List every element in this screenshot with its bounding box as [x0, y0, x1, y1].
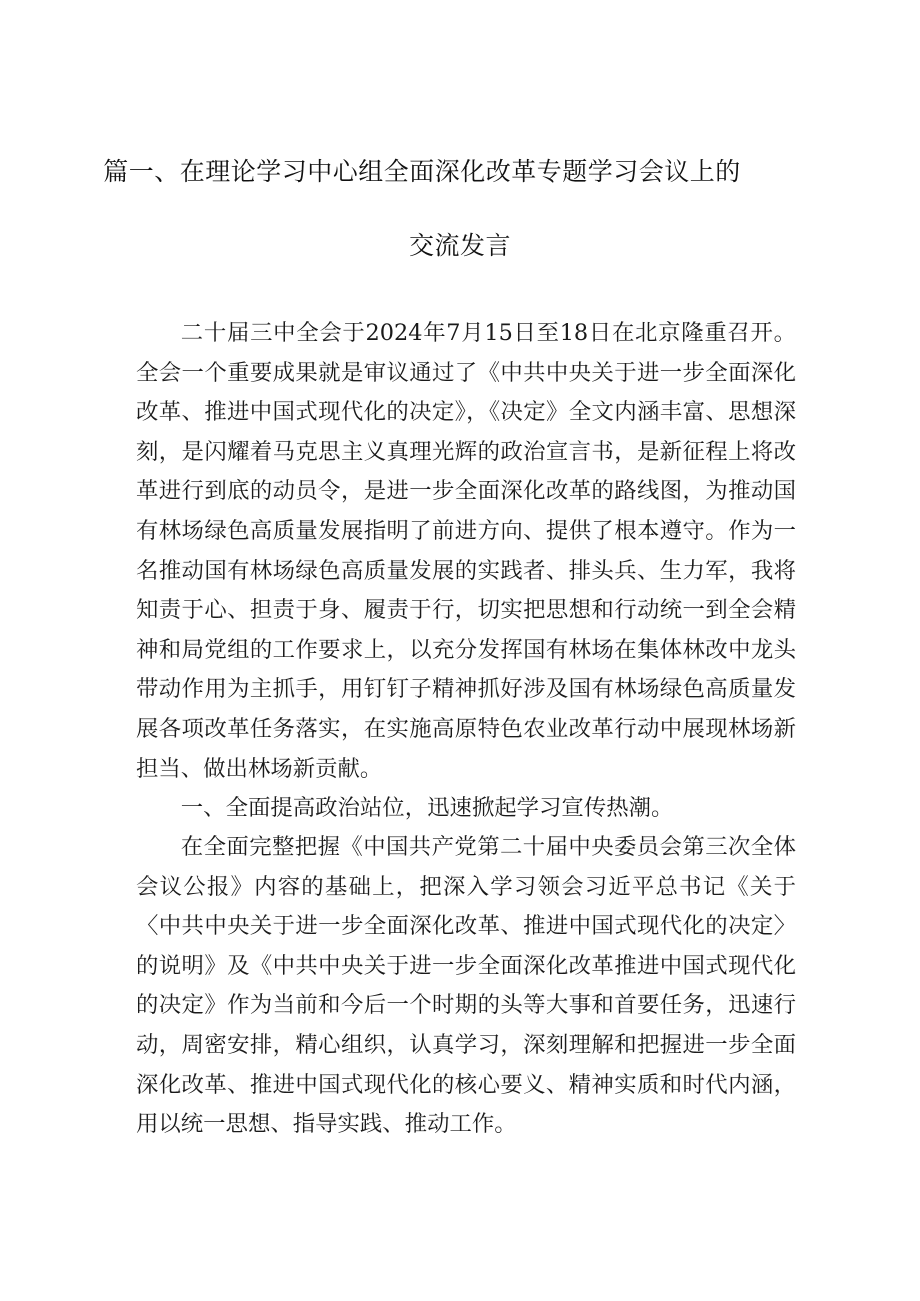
- paragraph-intro: 二十届三中全会于2024年7月15日至18日在北京隆重召开。全会一个重要成果就是审议通过了《中共中央关于进一步全面深化改革、推进中国式现代化的决定》，《决定》全文内涵丰富、思想深刻，是闪耀着马克思主义真理光辉的政治宣言书，是新征程上将改革进行到底的动员令，是进一步全面深化改革的路线图，为推动国有林场绿色高质量发展指明了前进方向、提供了根本遵守。作为一名推动国有林场绿色高质量发展的实践者、排头兵、生力军，我将知责于心、担责于身、履责于行，切实把思想和行动统一到全会精神和局党组的工作要求上，以充分发挥国有林场在集体林改中龙头带动作用为主抓手，用钉钉子精神抓好涉及国有林场绿色高质量发展各项改革任务落实，在实施高原特色农业改革行动中展现林场新担当、做出林场新贡献。: [136, 320, 796, 782]
- document-title-line-2: 交流发言: [408, 231, 511, 260]
- paragraph-section-1: 在全面完整把握《中国共产党第二十届中央委员会第三次全体会议公报》内容的基础上，把深入学习领会习近平总书记《关于〈中共中央关于进一步全面深化改革、推进中国式现代化的决定〉的说明》及《中共中央关于进一步全面深化改革推进中国式现代化的决定》作为当前和今后一个时期的头等大事和首要任务，迅速行动，周密安排，精心组织，认真学习，深刻理解和把握进一步全面深化改革、推进中国式现代化的核心要义、精神实质和时代内涵，用以统一思想、指导实践、推动工作。: [136, 834, 796, 1138]
- document-title-line-1: 篇一、在理论学习中心组全面深化改革专题学习会议上的: [103, 157, 741, 186]
- section-heading-1: 一、全面提高政治站位，迅速掀起学习宣传热潮。: [180, 795, 674, 821]
